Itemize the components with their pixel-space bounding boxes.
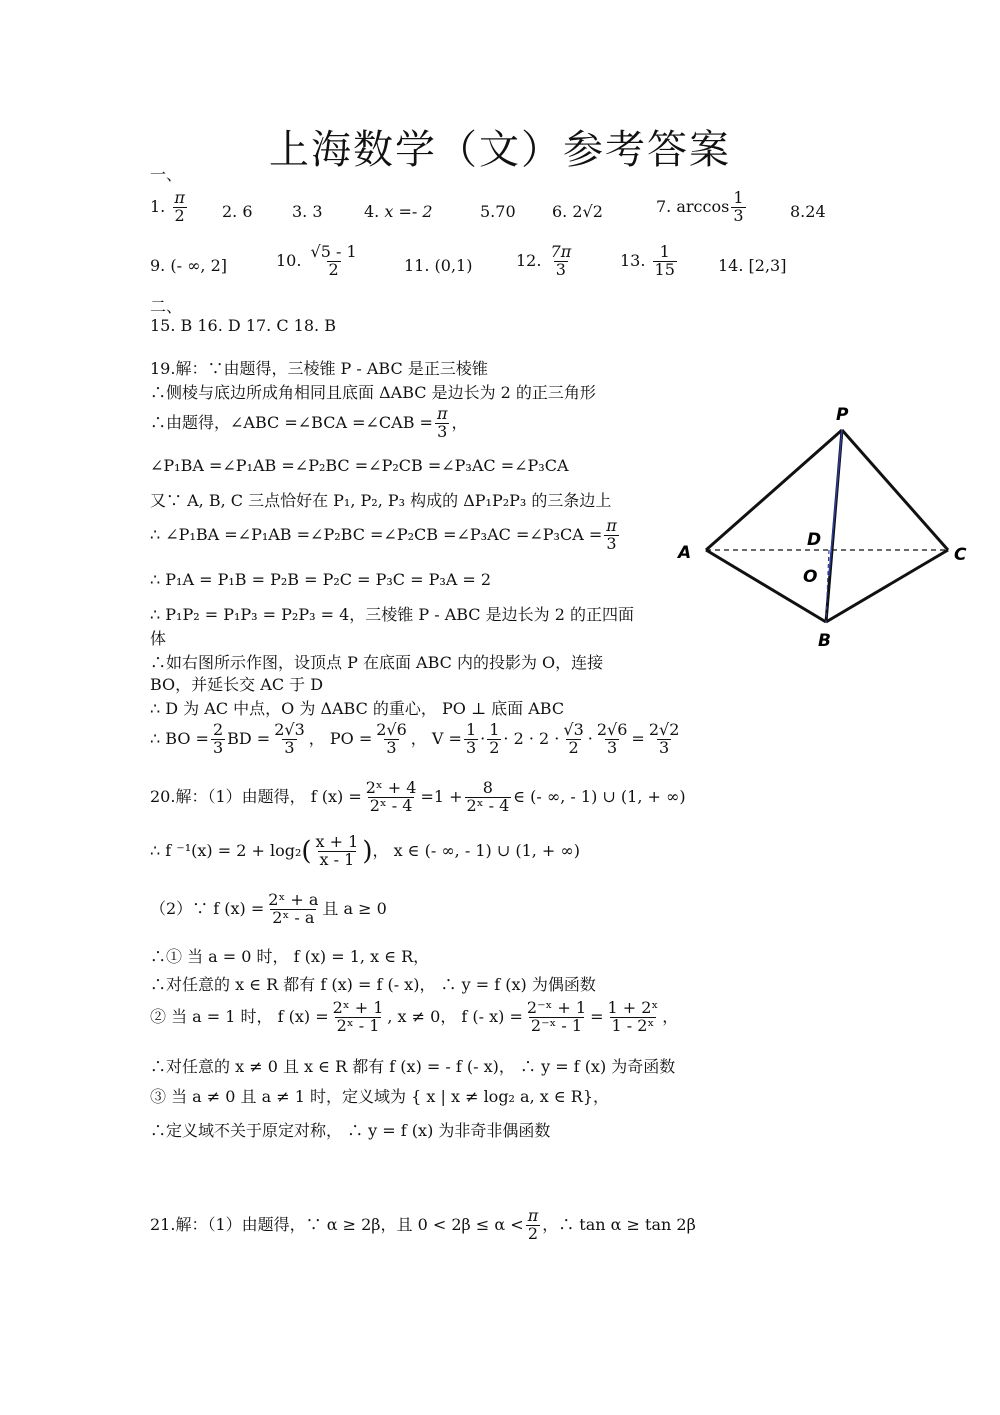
q20-line-3: （2）∵ f (x) = $\frac{\text{2ˣ + a}}{\text{2ˣ - a}}$ 且 a ≥ 0	[150, 890, 387, 927]
segment-PO	[829, 430, 842, 576]
q19-line-8: ∴ P₁P₂ = P₁P₃ = P₂P₃ = 4，三棱锥 P - ABC 是边长为 2 的正四面	[150, 605, 634, 624]
q19-line-13: ∴ BO = $\frac{2}{3}$ BD = $\frac{2√3}{3}$ ， PO = $\frac{2√6}{3}$ ， V = $\frac{1}{3}$ · $\frac{1}{2}$ · 2 · 2 · $\frac{√3}{2}$ · $\frac{2√6}{3}$ = $\frac{2√2}{3}$	[150, 720, 680, 757]
fraction: $\frac{\pi}{2}$	[174, 188, 185, 225]
q19-line-3: ∴由题得，∠ABC =∠BCA =∠CAB = $\frac{\pi}{3}$ ，	[150, 404, 468, 441]
answer-8: 8.24	[790, 202, 826, 221]
fraction: $\frac{7\pi}{3}$	[550, 242, 572, 279]
q19-line-4: ∠P₁BA =∠P₁AB =∠P₂BC =∠P₂CB =∠P₃AC =∠P₃CA	[150, 456, 569, 475]
answer-7: 7. arccos $\frac{1}{3}$	[656, 188, 744, 225]
fraction: $\frac{8}{\text{2ˣ - 4}}$	[466, 778, 510, 815]
answer-10: 10. $\frac{√5 - 1}{2}$	[276, 242, 357, 279]
section2-label: 二、	[150, 297, 183, 316]
fraction: $\frac{2√6}{3}$	[376, 720, 407, 757]
answer-12: 12. $\frac{7\pi}{3}$	[516, 242, 572, 279]
answer-14: 14. [2,3]	[718, 256, 787, 275]
q19-line-12: ∴ D 为 AC 中点，O 为 ΔABC 的重心， PO ⊥ 底面 ABC	[150, 699, 565, 718]
edge-PA	[706, 430, 842, 550]
answer-4: 4. x =- 2	[364, 202, 433, 221]
q20-line-5: ∴对任意的 x ∈ R 都有 f (x) = f (- x)， ∴ y = f (x) 为偶函数	[150, 975, 596, 994]
fraction: $\frac{√3}{2}$	[563, 720, 584, 757]
fraction: $\frac{√5 - 1}{2}$	[310, 242, 357, 279]
paren-left: (	[301, 836, 312, 867]
edge-BC	[826, 550, 948, 622]
q21-line-1: 21.解：（1）由题得，∵ α ≥ 2β，且 0 < 2β ≤ α < $\frac{\pi}{2}$ ，∴ tan α ≥ tan 2β	[150, 1206, 696, 1243]
tetrahedron-figure	[670, 400, 980, 660]
fraction: $\frac{2√3}{3}$	[274, 720, 305, 757]
answer-11: 11. (0,1)	[404, 256, 473, 275]
section1-label: 一、	[150, 165, 183, 184]
fraction: $\frac{\text{2⁻ˣ + 1}}{\text{2⁻ˣ - 1}}$	[526, 998, 587, 1035]
fraction: $\frac{2}{3}$	[212, 720, 224, 757]
label-O: O	[803, 567, 818, 587]
label-P: P	[836, 405, 849, 425]
edge-PC	[842, 430, 948, 550]
answer-2: 2. 6	[222, 202, 253, 221]
q20-line-4: ∴① 当 a = 0 时， f (x) = 1, x ∈ R，	[150, 947, 430, 966]
q19-line-11: BO，并延长交 AC 于 D	[150, 675, 324, 694]
fraction: $\frac{1}{3}$	[465, 720, 477, 757]
fraction: $\frac{\pi}{3}$	[606, 516, 617, 553]
answer-6: 6. 2√2	[552, 202, 603, 221]
label-B: B	[818, 631, 831, 651]
fraction: $\frac{\text{1 + 2ˣ}}{\text{1 - 2ˣ}}$	[607, 998, 659, 1035]
fraction: $\frac{\pi}{2}$	[527, 1206, 539, 1243]
q19-line-6: ∴ ∠P₁BA =∠P₁AB =∠P₂BC =∠P₂CB =∠P₃AC =∠P₃CA = $\frac{\pi}{3}$	[150, 516, 617, 553]
fraction: $\frac{1}{2}$	[489, 720, 500, 757]
answer-5: 5.70	[480, 202, 516, 221]
answer-number: 1.	[150, 196, 166, 216]
fraction: $\frac{2√2}{3}$	[648, 720, 680, 757]
fraction: $\frac{2√6}{3}$	[596, 720, 628, 757]
q20-line-6: ② 当 a = 1 时， f (x) = $\frac{\text{2ˣ + 1}}{\text{2ˣ - 1}}$ , x ≠ 0， f (- x) = $\frac{\text{2⁻ˣ + 1}}{\text{2⁻ˣ - 1}}$ = $\frac{\text{1 + 2ˣ}}{\text{1 - 2ˣ}}$ ，	[150, 998, 679, 1035]
fraction: $\frac{\text{2ˣ + 1}}{\text{2ˣ - 1}}$	[332, 998, 384, 1035]
label-D: D	[807, 530, 822, 550]
label-C: C	[954, 545, 967, 565]
paren-right: )	[362, 836, 373, 867]
q19-line-9: 体	[150, 629, 167, 648]
q19-line-7: ∴ P₁A = P₁B = P₂B = P₂C = P₃C = P₃A = 2	[150, 570, 492, 589]
fraction: $\frac{1}{15}$	[654, 242, 675, 279]
q20-line-7: ∴对任意的 x ≠ 0 且 x ∈ R 都有 f (x) = - f (- x)， ∴ y = f (x) 为奇函数	[150, 1057, 676, 1076]
answer-13: 13. $\frac{1}{15}$	[620, 242, 675, 279]
answer-3: 3. 3	[292, 202, 323, 221]
q20-line-2: ∴ f ⁻¹(x) = 2 + log₂( $\frac{x + 1}{x - 1}$ )， x ∈ (- ∞, - 1) ∪ (1, + ∞)	[150, 832, 580, 869]
q20-line-9: ∴定义域不关于原定对称， ∴ y = f (x) 为非奇非偶函数	[150, 1121, 551, 1140]
fraction: $\frac{\text{2ˣ + 4}}{\text{2ˣ - 4}}$	[365, 778, 417, 815]
q20-line-8: ③ 当 a ≠ 0 且 a ≠ 1 时，定义域为 { x | x ≠ log₂ a, x ∈ R}，	[150, 1087, 610, 1106]
fraction: $\frac{\text{2ˣ + a}}{\text{2ˣ - a}}$	[268, 890, 319, 927]
label-A: A	[678, 543, 692, 563]
q19-line-2: ∴侧棱与底边所成角相同且底面 ΔABC 是边长为 2 的正三角形	[150, 383, 596, 402]
q19-line-10: ∴如右图所示作图，设顶点 P 在底面 ABC 内的投影为 O，连接	[150, 653, 604, 672]
fraction: $\frac{1}{3}$	[733, 188, 744, 225]
q20-line-1: 20.解：（1）由题得， f (x) = $\frac{\text{2ˣ + 4}}{\text{2ˣ - 4}}$ =1 + $\frac{8}{\text{2ˣ - 4}}$ ∈ (- ∞, - 1) ∪ (1, + ∞)	[150, 778, 686, 815]
answer-9: 9. (- ∞, 2]	[150, 256, 228, 275]
q19-line-5: 又∵ A, B, C 三点恰好在 P₁, P₂, P₃ 构成的 ΔP₁P₂P₃ 的三条边上	[150, 491, 612, 510]
fraction: $\frac{\pi}{3}$	[436, 404, 448, 441]
page-title: 上海数学（文）参考答案	[269, 127, 731, 173]
section2-answers: 15. B 16. D 17. C 18. B	[150, 316, 336, 335]
answer-1	[150, 190, 189, 225]
q19-line-1: 19.解：∵由题得，三棱锥 P - ABC 是正三棱锥	[150, 359, 488, 378]
fraction: $\frac{x + 1}{x - 1}$	[315, 832, 359, 869]
